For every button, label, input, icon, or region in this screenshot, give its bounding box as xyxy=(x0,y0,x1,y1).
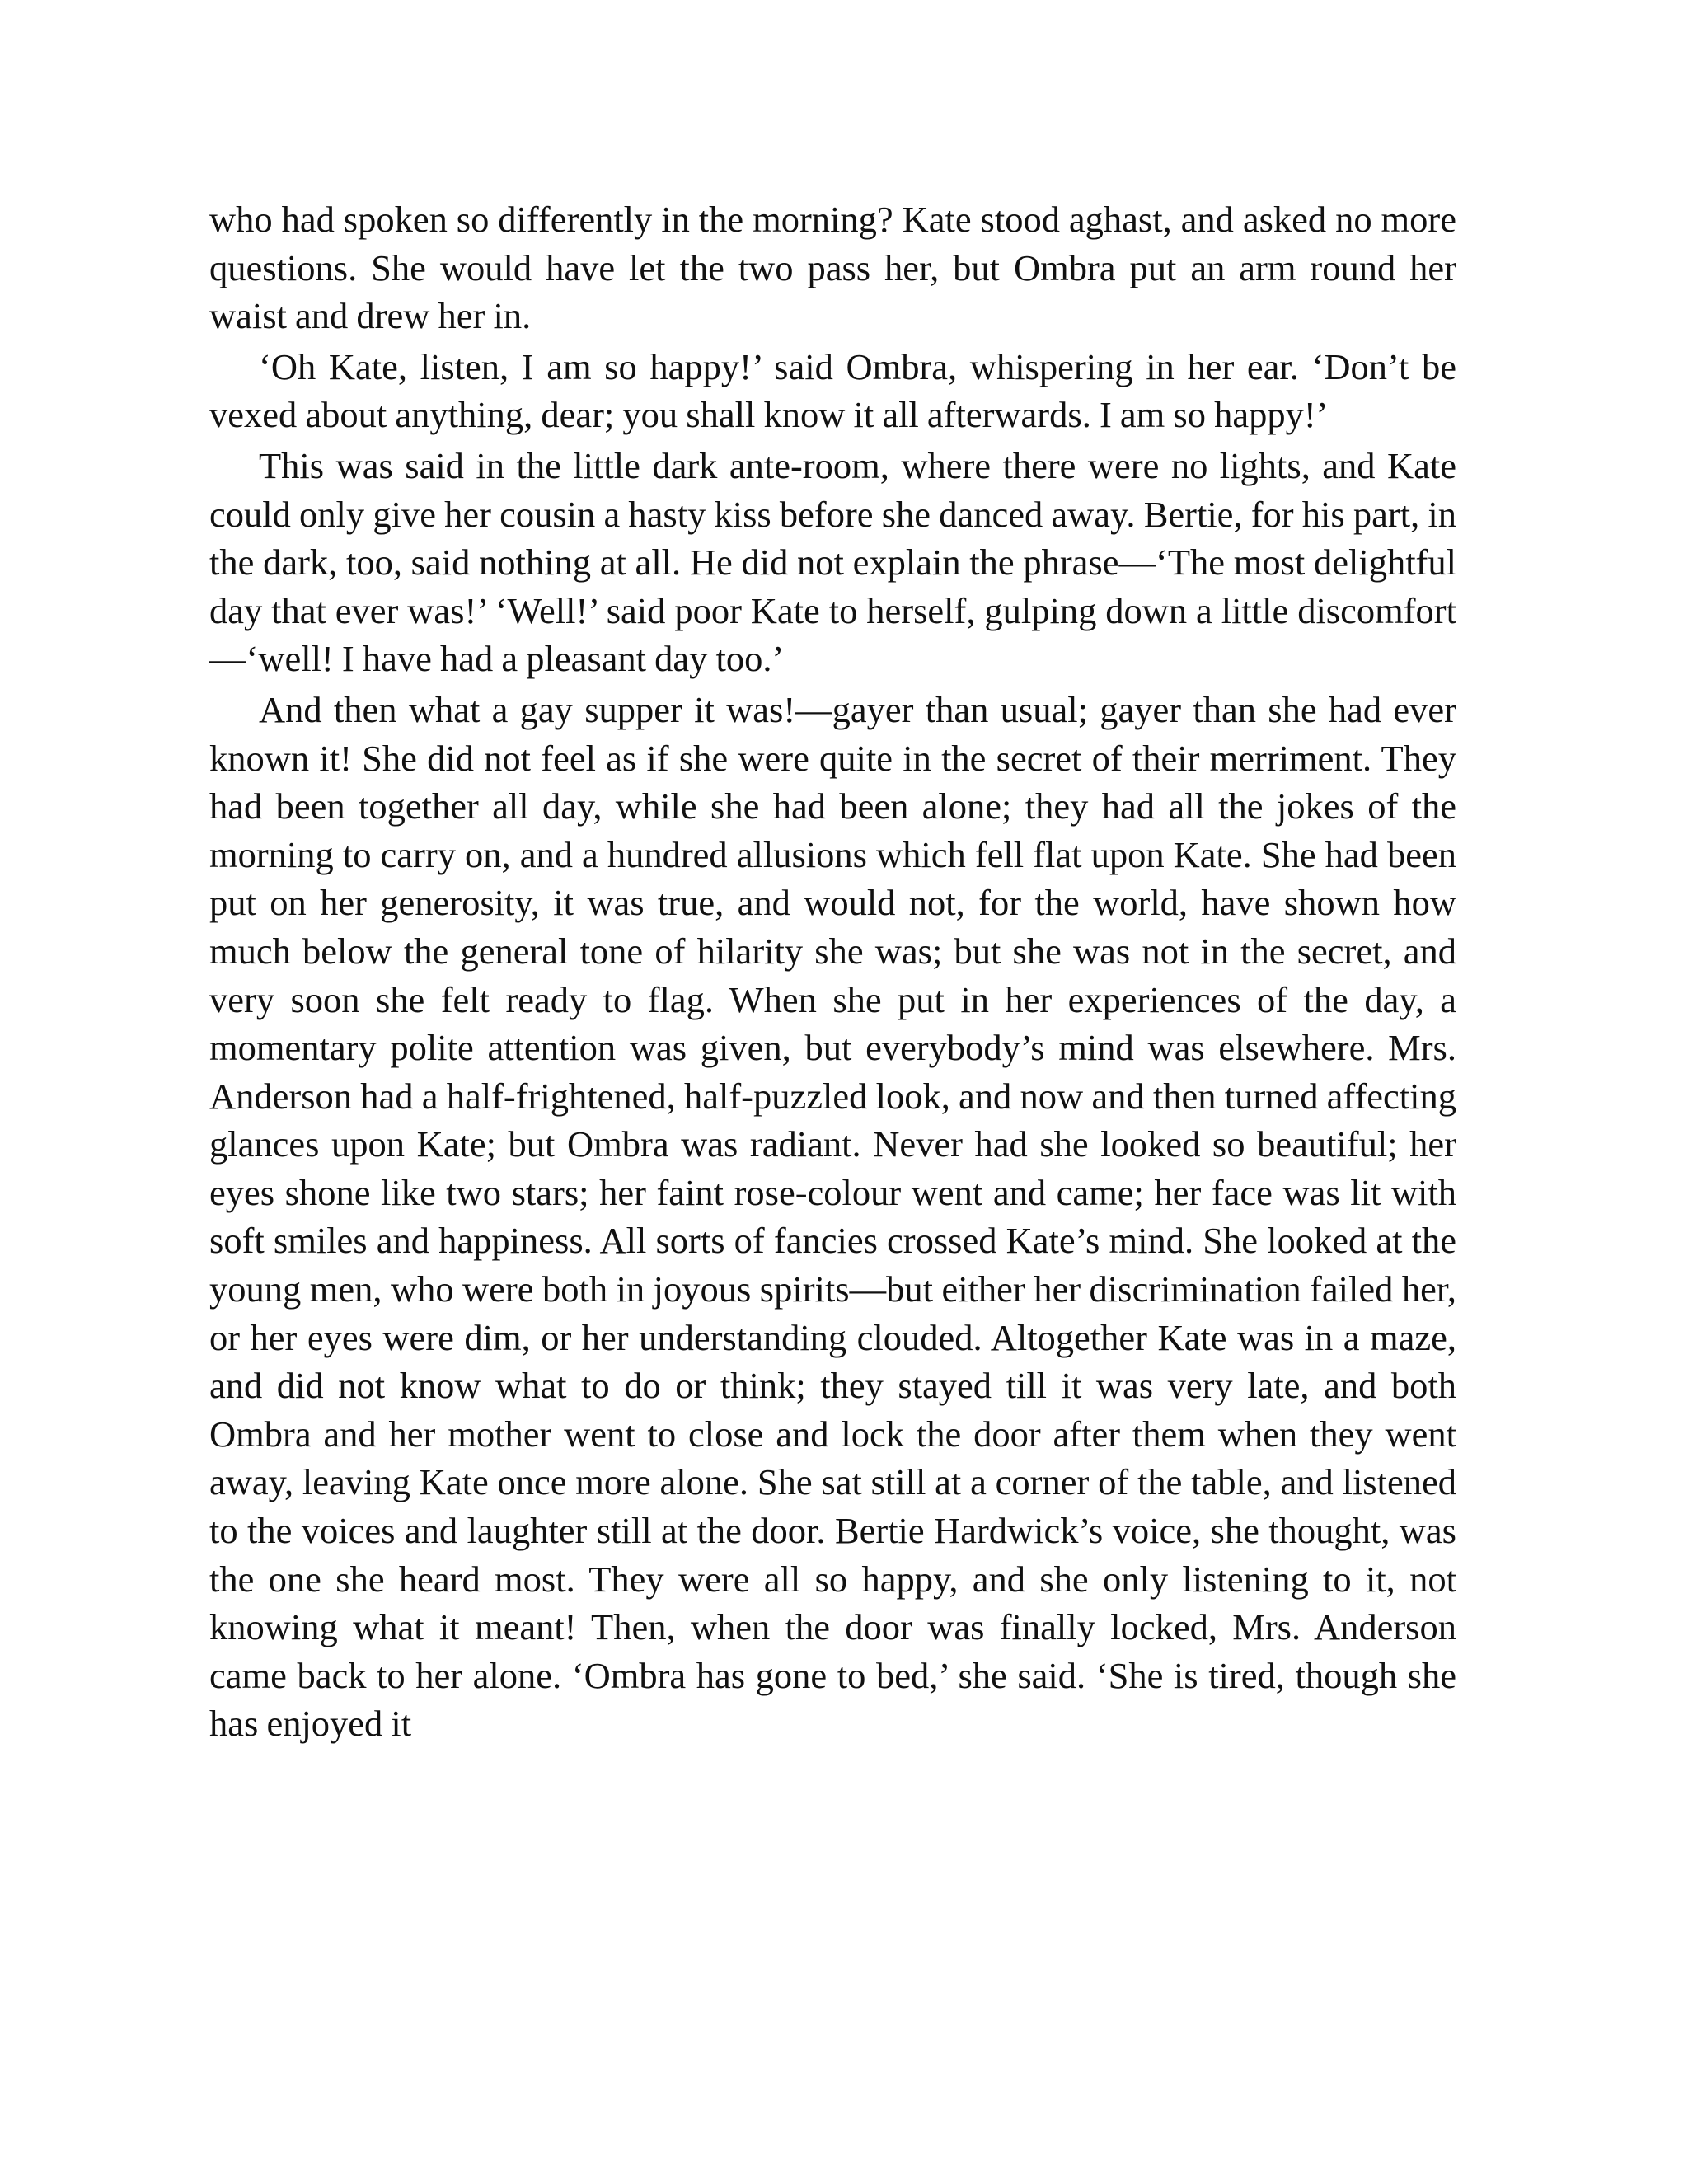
body-text xyxy=(209,195,1456,1748)
paragraph-1: who had spoken so differently in the morning? Kate stood aghast, and asked no more questions. She would have let the two pass her, but Ombra put an arm round her waist and drew her in. xyxy=(209,199,1456,337)
paragraph-4: And then what a gay supper it was!—gayer than usual; gayer than she had ever known it! She did not feel as if she were quite in the secret of their merriment. They had been together all day, while she had been alone; they had all the jokes of the morning to carry on, and a hundred allusions which fell flat upon Kate. She had been put on her generosity, it was true, and would not, for the world, have shown how much below the general tone of hilarity she was; but she was not in the secret, and very soon she felt ready to flag. When she put in her experiences of the day, a momentary polite attention was given, but everybody’s mind was elsewhere. Mrs. Anderson had a half-frightened, half-puzzled look, and now and then turned affecting glances upon Kate; but Ombra was radiant. Never had she looked so beautiful; her eyes shone like two stars; her faint rose-colour went and came; her face was lit with soft smiles and happiness. All sorts of fancies crossed Kate’s mind. She looked at the young men, who were both in joyous spirits—but either her discrimination failed her, or her eyes were dim, or her understanding clouded. Altogether Kate was in a maze, and did not know what to do or think; they stayed till it was very late, and both Ombra and her mother went to close and lock the door after them when they went away, leaving Kate once more alone. She sat still at a corner of the table, and listened to the voices and laughter still at the door. Bertie Hardwick’s voice, she thought, was the one she heard most. They were all so happy, and she only listening to it, not knowing what it meant! Then, when the door was finally locked, Mrs. Anderson came back to her alone. ‘Ombra has gone to bed,’ she said. ‘She is tired, though she has enjoyed it xyxy=(209,688,1456,1745)
paragraph-3: This was said in the little dark ante-room, where there were no lights, and Kate could only give her cousin a hasty kiss before she danced away. Bertie, for his part, in the dark, too, said nothing at all. He did not explain the phrase—‘The most delightful day that ever was!’ ‘Well!’ said poor Kate to herself, gulping down a little discomfort—‘well! I have had a pleasant day too.’ xyxy=(209,444,1456,680)
paragraph-2: ‘Oh Kate, listen, I am so happy!’ said Ombra, whispering in her ear. ‘Don’t be vexed about anything, dear; you shall know it all afterwards. I am so happy!’ xyxy=(209,345,1456,436)
